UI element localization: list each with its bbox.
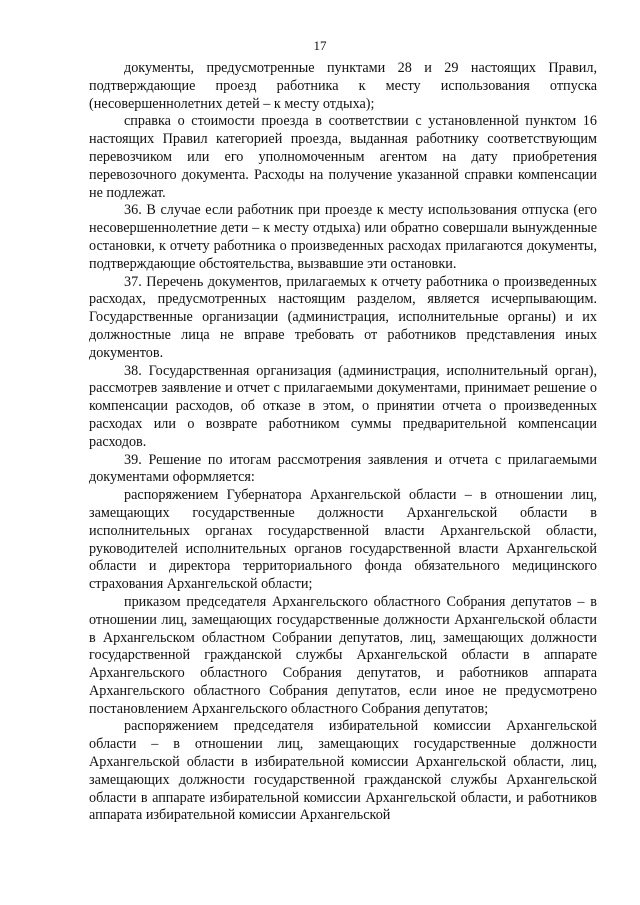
paragraph-governor-order: распоряжением Губернатора Архангельской области – в отношении лиц, замещающих государственные должности Архангельской области в исполнительных органах государственной власти Архангельской области, руководителей исполнительных органов государственной власти Архангельской области и директора территориального фонда обязательного медицинского страхования Архангельской области; [89,487,597,593]
paragraph-item-37: 37. Перечень документов, прилагаемых к отчету работника о произведенных расходах, предусмотренных настоящим разделом, является исчерпывающим. Государственные организации (администрация, исполнительные органы) и их должностные лица не вправе требовать от работников представления иных документов. [89,273,597,361]
paragraph-item-36: 36. В случае если работник при проезде к месту использования отпуска (его несовершеннолетние дети – к месту отдыха) или обратно совершали вынужденные остановки, к отчету работника о произведенных расходах прилагаются документы, подтверждающие обстоятельства, вызвавшие эти остановки. [89,202,597,272]
page-number: 17 [313,38,327,53]
paragraph-documents-proof: документы, предусмотренные пунктами 28 и 29 настоящих Правил, подтверждающие проезд работника к месту использования отпуска (несовершеннолетних детей – к месту отдыха); [89,60,597,112]
paragraph-election-commission-order: распоряжением председателя избирательной комиссии Архангельской области – в отношении лиц, замещающих государственные должности Архангельской области в избирательной комиссии Архангельской области, лиц, замещающих должности государственной гражданской службы Архангельской области в аппарате избирательной комиссии Архангельской области, и работников аппарата избирательной комиссии Архангельской [89,718,597,824]
document-body [89,60,597,825]
paragraph-cost-certificate: справка о стоимости проезда в соответствии с установленной пунктом 16 настоящих Правил категорией проезда, выданная работнику соответствующим перевозчиком или его уполномоченным агентом на дату приобретения перевозочного документа. Расходы на получение указанной справки компенсации не подлежат. [89,113,597,201]
paragraph-assembly-order: приказом председателя Архангельского областного Собрания депутатов – в отношении лиц, замещающих государственные должности Архангельской области в Архангельском областном Собрании депутатов, лиц, замещающих должности государственной гражданской службы Архангельской области в аппарате Архангельского областного Собрания депутатов, и работников аппарата Архангельского областного Собрания депутатов, если иное не предусмотрено постановлением Архангельского областного Собрания депутатов; [89,593,597,717]
paragraph-item-39: 39. Решение по итогам рассмотрения заявления и отчета с прилагаемыми документами оформляется: [89,451,597,486]
paragraph-item-38: 38. Государственная организация (администрация, исполнительный орган), рассмотрев заявление и отчет с прилагаемыми документами, принимает решение о компенсации расходов, об отказе в этом, о принятии отчета о произведенных расходах или о возврате работником суммы предварительной компенсации расходов. [89,362,597,450]
